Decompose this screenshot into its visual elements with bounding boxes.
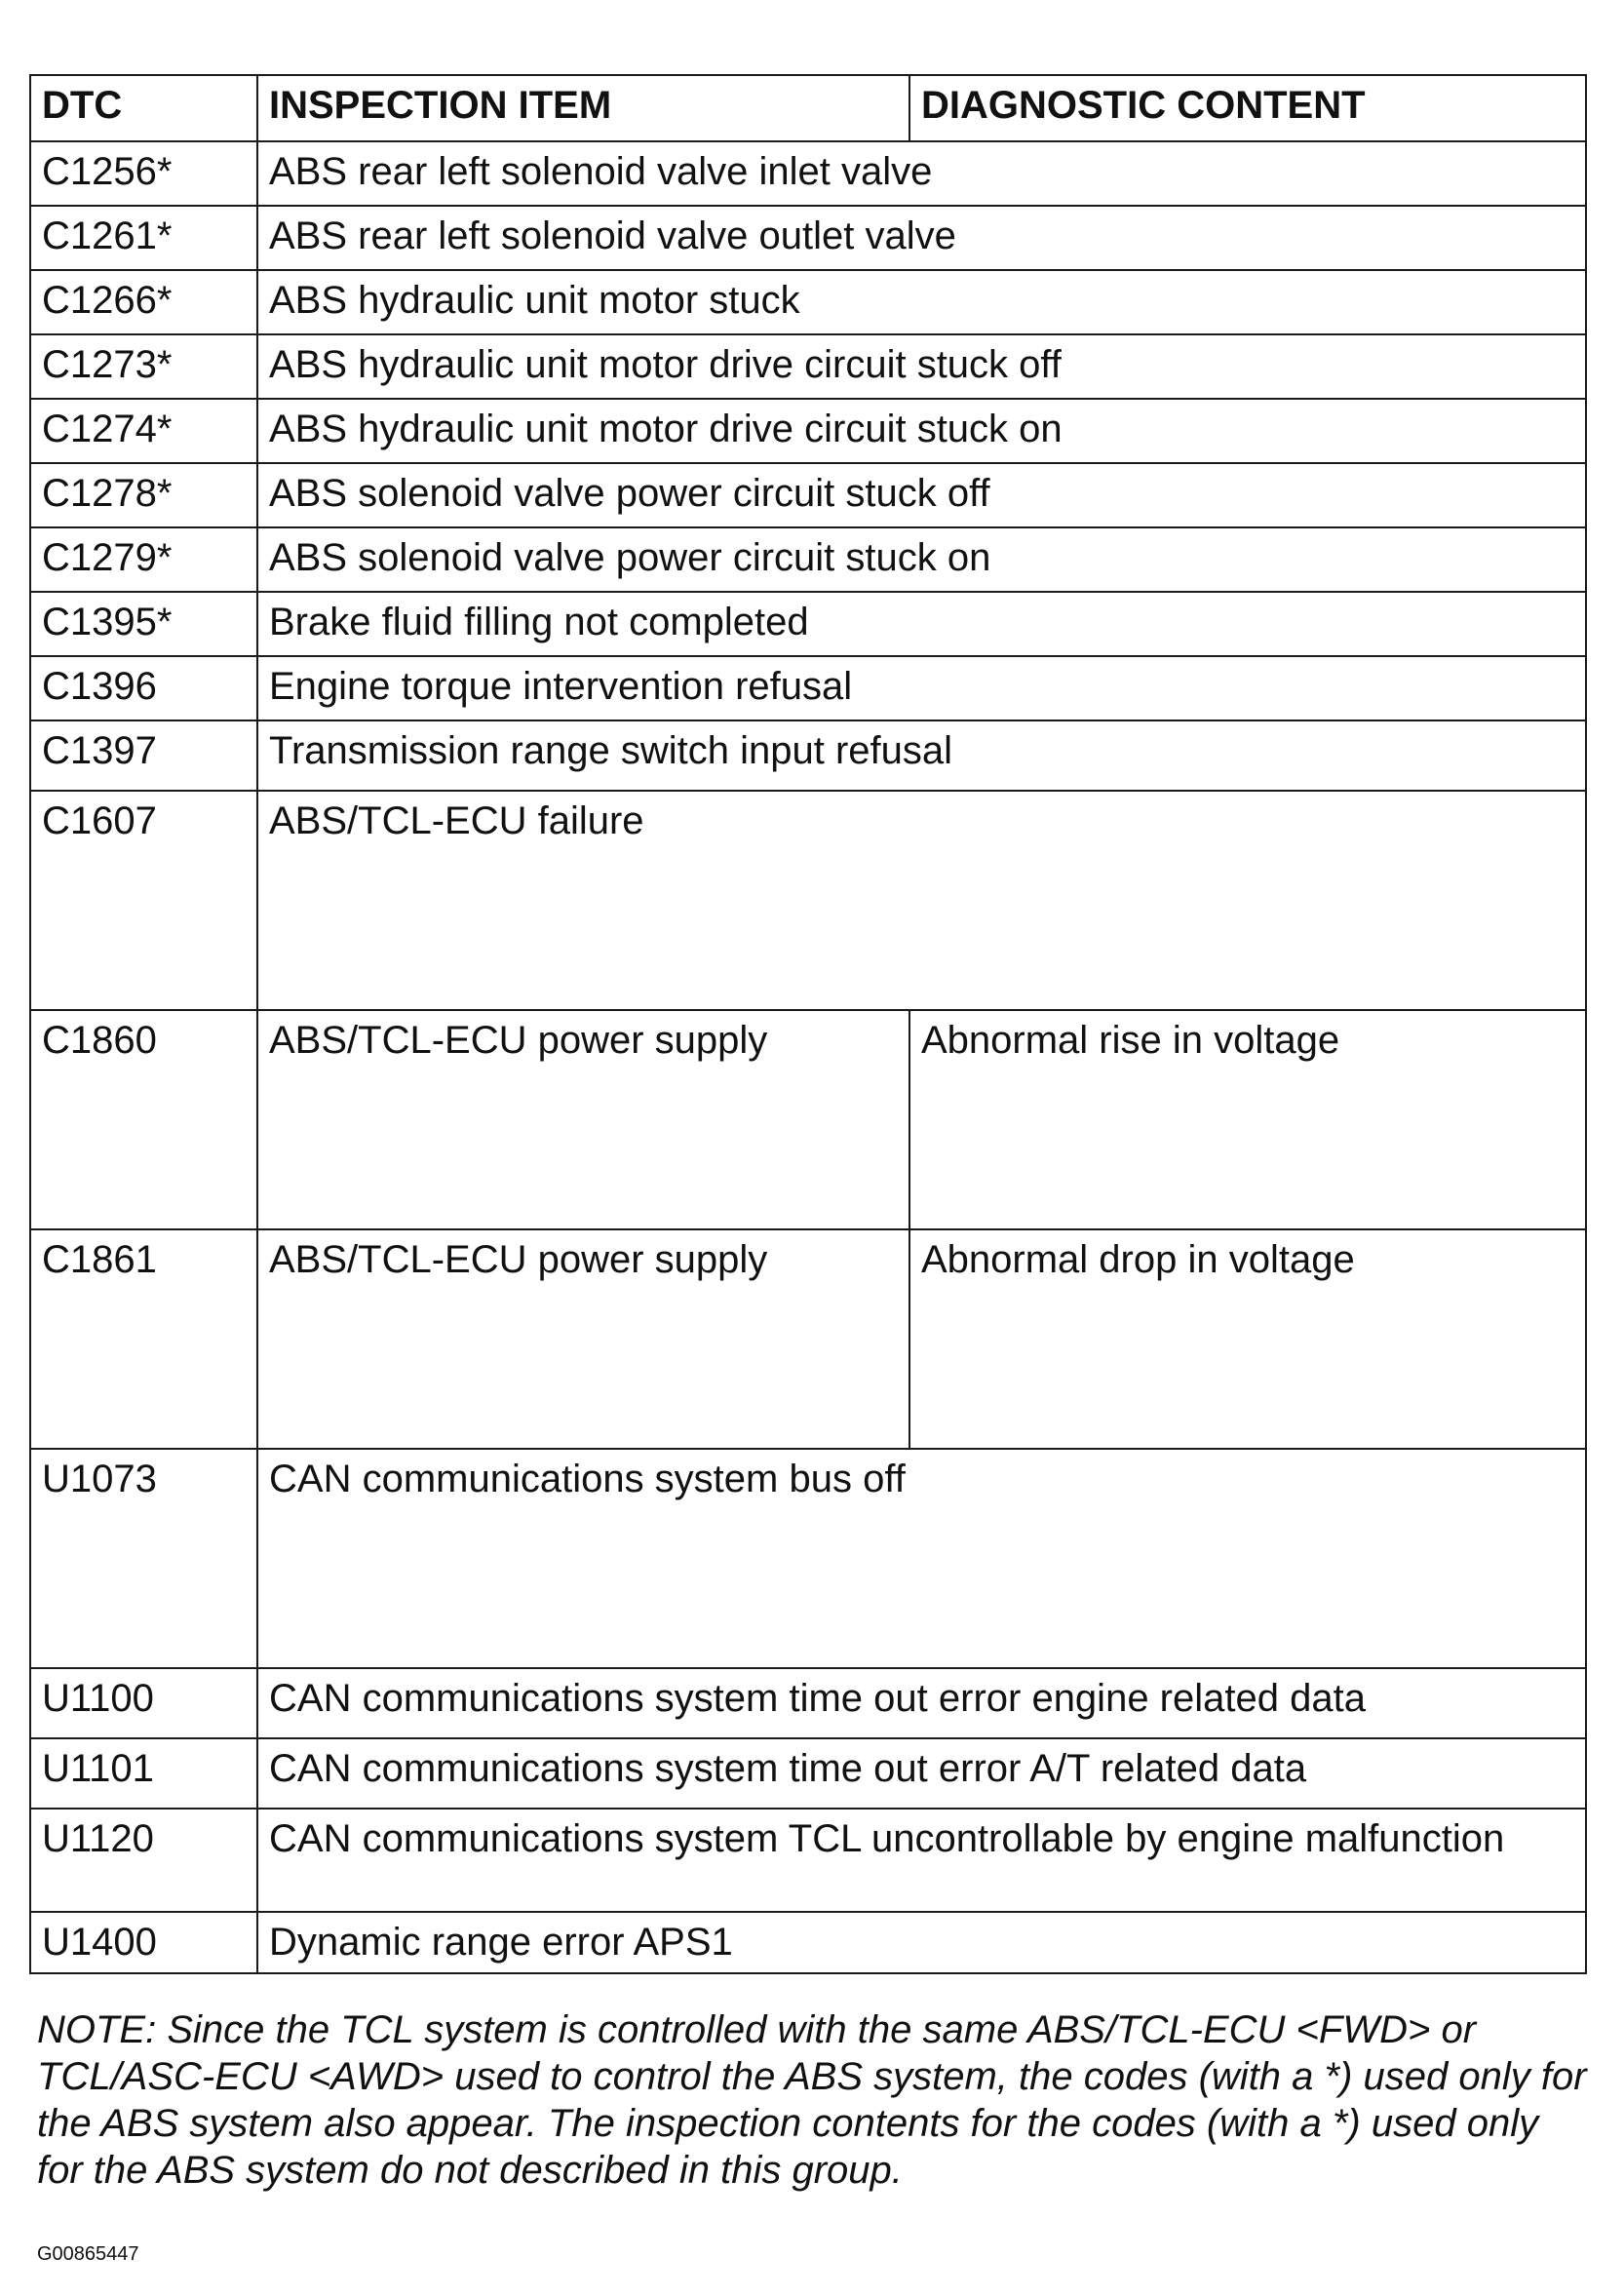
inspection-item: ABS/TCL-ECU power supply (257, 1010, 909, 1229)
inspection-item: ABS/TCL-ECU failure (257, 791, 1586, 1010)
table-row (30, 399, 1586, 463)
table-row (30, 270, 1586, 334)
table-row (30, 592, 1586, 656)
table-row (30, 1010, 1586, 1229)
inspection-item: ABS solenoid valve power circuit stuck off (257, 463, 1586, 527)
inspection-item: ABS hydraulic unit motor stuck (257, 270, 1586, 334)
dtc-code: C1861 (30, 1229, 257, 1449)
dtc-code: C1397 (30, 720, 257, 791)
inspection-item: ABS/TCL-ECU power supply (257, 1229, 909, 1449)
table-row (30, 1449, 1586, 1668)
table-row (30, 334, 1586, 399)
dtc-code: U1101 (30, 1738, 257, 1809)
table-row (30, 791, 1586, 1010)
table-header-row (30, 75, 1586, 141)
inspection-item: ABS hydraulic unit motor drive circuit stuck off (257, 334, 1586, 399)
dtc-code: C1261* (30, 206, 257, 270)
dtc-code: C1395* (30, 592, 257, 656)
inspection-item: CAN communications system time out error engine related data (257, 1668, 1586, 1738)
dtc-code: C1607 (30, 791, 257, 1010)
inspection-item: ABS rear left solenoid valve inlet valve (257, 141, 1586, 206)
table-row (30, 206, 1586, 270)
diagnostic-content: Abnormal rise in voltage (909, 1010, 1586, 1229)
dtc-table (29, 74, 1587, 1974)
dtc-code: C1274* (30, 399, 257, 463)
header-dtc: DTC (30, 75, 257, 141)
dtc-code: C1278* (30, 463, 257, 527)
inspection-item: CAN communications system TCL uncontrollable by engine malfunction (257, 1809, 1586, 1912)
table-row (30, 656, 1586, 720)
figure-id: G00865447 (37, 2243, 139, 2265)
inspection-item: Transmission range switch input refusal (257, 720, 1586, 791)
table-row (30, 1229, 1586, 1449)
dtc-code: C1860 (30, 1010, 257, 1229)
dtc-code: C1256* (30, 141, 257, 206)
dtc-code: C1273* (30, 334, 257, 399)
table-row (30, 1912, 1586, 1973)
table-row (30, 463, 1586, 527)
dtc-code: U1073 (30, 1449, 257, 1668)
inspection-item: Brake fluid filling not completed (257, 592, 1586, 656)
table-row (30, 1668, 1586, 1738)
dtc-code: C1266* (30, 270, 257, 334)
dtc-code: U1100 (30, 1668, 257, 1738)
footnote: NOTE: Since the TCL system is controlled with the same ABS/TCL-ECU <FWD> or TCL/ASC-ECU <AWD> used to control the ABS system, the codes (with a *) used only for the ABS system also appear. The inspection contents for the codes (with a *) used only for the ABS system do not described in this group. (37, 2008, 1587, 2192)
dtc-code: C1279* (30, 527, 257, 592)
table-row (30, 527, 1586, 592)
table-row (30, 141, 1586, 206)
inspection-item: Dynamic range error APS1 (257, 1912, 1586, 1973)
inspection-item: CAN communications system bus off (257, 1449, 1586, 1668)
header-diagnostic-content: DIAGNOSTIC CONTENT (909, 75, 1586, 141)
header-inspection-item: INSPECTION ITEM (257, 75, 909, 141)
inspection-item: ABS hydraulic unit motor drive circuit stuck on (257, 399, 1586, 463)
dtc-code: U1400 (30, 1912, 257, 1973)
inspection-item: Engine torque intervention refusal (257, 656, 1586, 720)
dtc-code: C1396 (30, 656, 257, 720)
inspection-item: CAN communications system time out error A/T related data (257, 1738, 1586, 1809)
table-row (30, 1738, 1586, 1809)
dtc-code: U1120 (30, 1809, 257, 1912)
inspection-item: ABS solenoid valve power circuit stuck on (257, 527, 1586, 592)
diagnostic-content: Abnormal drop in voltage (909, 1229, 1586, 1449)
inspection-item: ABS rear left solenoid valve outlet valve (257, 206, 1586, 270)
table-row (30, 720, 1586, 791)
table-row (30, 1809, 1586, 1912)
